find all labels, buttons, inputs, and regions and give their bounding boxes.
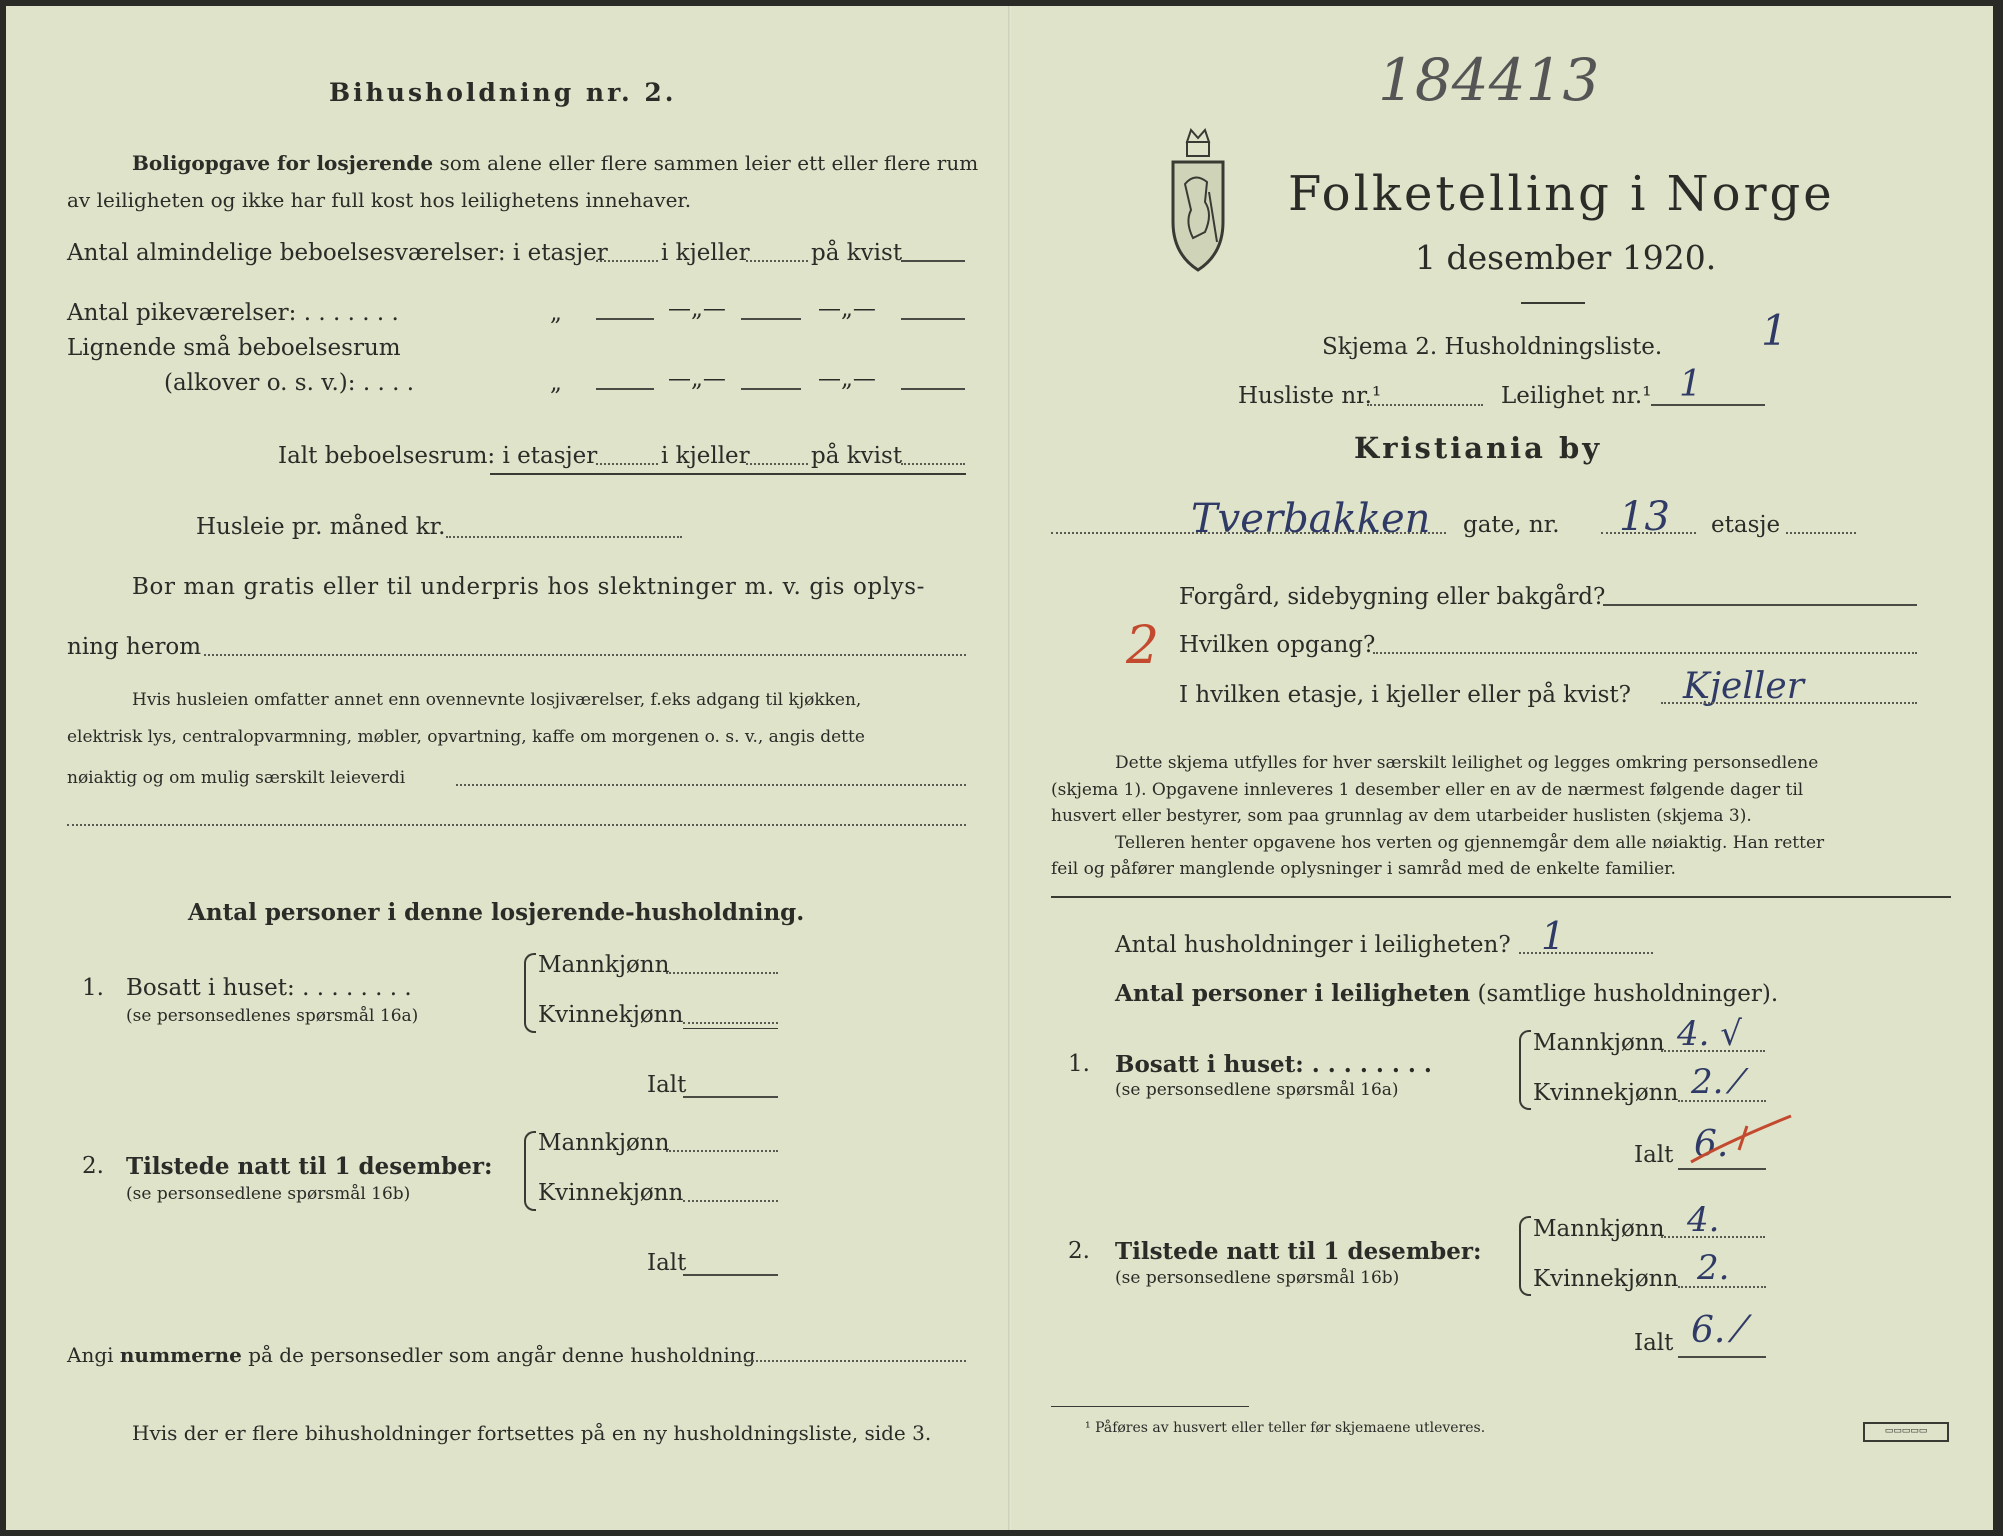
small-etasjer-field[interactable] [596,388,654,390]
q2-mann-field[interactable] [666,1150,778,1152]
rooms-kjeller-field[interactable] [746,260,808,262]
note-field-2[interactable] [67,824,966,826]
pike-kvist-field[interactable] [901,318,965,320]
rooms-kjeller-label: i kjeller [661,240,750,266]
printer-stamp: ▭▭▭▭▭ [1863,1422,1949,1442]
instr-rule [1051,896,1951,898]
r-q1-ialt-field[interactable] [1678,1168,1766,1170]
q2-num: 2. [82,1153,104,1179]
q1-kvinne-label: Kvinnekjønn [538,1002,684,1028]
small-rooms-label-2: (alkover o. s. v.): . . . . [164,370,415,396]
q1-num: 1. [82,975,104,1001]
rooms-etasjer-field[interactable] [596,260,658,262]
ialt-rooms-label: Ialt beboelsesrum: i etasjer [278,443,598,469]
r-q2-ialt-field[interactable] [1678,1356,1766,1358]
rent-field[interactable] [446,536,682,538]
footnote: ¹ Påføres av husvert eller teller før skjemaene utleveres. [1085,1420,1486,1436]
ialt-kvist-label: på kvist [811,443,903,469]
q1-kvinne-field[interactable] [683,1022,778,1024]
note-line-3: nøiaktig og om mulig særskilt leieverdi [67,768,406,788]
etasje-label: etasje [1711,512,1781,538]
city-label: Kristiania by [1354,431,1603,465]
hw-q2-mann: 4. [1687,1200,1720,1240]
q2-sub: (se personsedlene spørsmål 16b) [126,1184,411,1204]
etasje-q-field[interactable] [1661,702,1917,704]
leilighet-field[interactable] [1651,404,1765,406]
ialt-kjeller-label: i kjeller [661,443,750,469]
hw-q1-kvinne: 2. ⁄ [1691,1062,1740,1102]
q2-label: Tilstede natt til 1 desember: [126,1153,493,1180]
r-q2-num: 2. [1068,1238,1090,1264]
pike-ditto-kvist: —„— [818,296,876,322]
q1-ialt-field[interactable] [683,1096,778,1098]
rooms-kvist-field[interactable] [901,260,965,262]
right-page [1011,6,1993,1530]
r-q2-sub: (se personsedlene spørsmål 16b) [1115,1268,1400,1288]
note-field[interactable] [456,784,966,786]
hw-q1-ialt: 6. [1694,1124,1729,1165]
gratis-line-2: ning herom [67,634,202,660]
instr-line-4: Telleren henter opgavene hos verten og gjennemgår dem alle nøiaktig. Han retter [1115,833,1825,853]
hw-kjeller: Kjeller [1683,666,1804,707]
pike-ditto-kjeller: —„— [668,296,726,322]
r-q1-mann-field[interactable] [1661,1050,1765,1052]
hw-schema: 1 [1761,306,1788,355]
q1-rule [683,1028,778,1029]
etasje-field[interactable] [1786,532,1856,534]
q1-sub: (se personsedlenes spørsmål 16a) [126,1006,419,1026]
hw-leilighet: 1 [1679,364,1702,405]
r-q1-kvinne-label: Kvinnekjønn [1533,1080,1679,1106]
r-q1-num: 1. [1068,1051,1090,1077]
opgang-label: Hvilken opgang? [1179,632,1376,658]
intro-line-1: Boligopgave for losjerende som alene eller flere sammen leier ett eller flere rum [132,151,979,175]
pike-label: Antal pikeværelser: . . . . . . . [67,300,399,326]
q2-ialt-field[interactable] [683,1274,778,1276]
pike-ditto: „ [550,300,562,326]
q2-ialt-label: Ialt [647,1250,687,1276]
instr-line-1: Dette skjema utfylles for hver særskilt leilighet og legges omkring personsedlene [1115,753,1819,773]
r-q1-label: Bosatt i huset: . . . . . . . . [1115,1051,1432,1078]
small-rooms-label-1: Lignende små beboelsesrum [67,335,401,361]
q2-kvinne-label: Kvinnekjønn [538,1180,684,1206]
persons-heading-right: Antal personer i leiligheten (samtlige husholdninger). [1115,980,1779,1007]
r-q1-brace [1519,1030,1531,1110]
footnote-rule [1051,1406,1249,1407]
husliste-field[interactable] [1367,404,1483,406]
households-field[interactable] [1519,952,1653,954]
forgard-label: Forgård, sidebygning eller bakgård? [1179,584,1606,610]
small-ditto-kvist: —„— [818,366,876,392]
r-q2-kvinne-field[interactable] [1678,1286,1766,1288]
hw-q2-ialt: 6. ⁄ [1691,1310,1743,1351]
title-rule [1521,302,1585,304]
left-footer: Hvis der er flere bihusholdninger fortsettes på en ny husholdningsliste, side 3. [132,1421,932,1445]
q1-ialt-label: Ialt [647,1072,687,1098]
gate-label: gate, nr. [1463,512,1560,538]
households-label: Antal husholdninger i leiligheten? [1115,932,1511,958]
angi-field[interactable] [744,1360,966,1362]
small-ditto-kjeller: —„— [668,366,726,392]
pike-etasjer-field[interactable] [596,318,654,320]
ialt-kjeller-field[interactable] [746,463,808,465]
r-q2-label: Tilstede natt til 1 desember: [1115,1238,1482,1265]
rooms-kvist-label: på kvist [811,240,903,266]
pike-kjeller-field[interactable] [741,318,801,320]
small-kjeller-field[interactable] [741,388,801,390]
small-kvist-field[interactable] [901,388,965,390]
hw-street: Tverbakken [1191,496,1431,542]
small-ditto: „ [550,370,562,396]
r-q1-mann-label: Mannkjønn [1533,1030,1665,1056]
husliste-label: Husliste nr.¹ [1238,383,1382,409]
hw-gate-nr: 13 [1619,494,1670,540]
r-q1-ialt-label: Ialt [1634,1142,1674,1168]
gratis-line-1: Bor man gratis eller til underpris hos slektninger m. v. gis oplys- [132,574,926,600]
q2-brace [524,1131,536,1211]
q2-mann-label: Mannkjønn [538,1130,670,1156]
instr-line-2: (skjema 1). Opgavene innleveres 1 desember eller en av de nærmest følgende dager til [1051,780,1804,800]
left-title: Bihusholdning nr. 2. [329,78,677,107]
persons-heading: Antal personer i denne losjerende-husholdning. [188,899,805,926]
r-q2-brace [1519,1216,1531,1296]
hw-households: 1 [1541,914,1566,958]
r-q2-mann-label: Mannkjønn [1533,1216,1665,1242]
opgang-field[interactable] [1373,652,1917,654]
r-q2-mann-field[interactable] [1661,1236,1765,1238]
q1-label: Bosatt i huset: . . . . . . . . [126,975,412,1001]
ialt-kvist-field[interactable] [901,463,965,465]
left-page [6,6,1011,1530]
r-q2-ialt-label: Ialt [1634,1330,1674,1356]
q2-kvinne-field[interactable] [683,1200,778,1202]
street-field[interactable] [1051,532,1446,534]
r-q1-kvinne-field[interactable] [1678,1100,1766,1102]
main-title: Folketelling i Norge [1288,166,1835,222]
note-line-2: elektrisk lys, centralopvarmning, møbler, opvartning, kaffe om morgenen o. s. v., angis dette [67,727,865,747]
instr-line-5: feil og påfører manglende oplysninger i samråd med de enkelte familier. [1051,859,1676,879]
gate-nr-field[interactable] [1601,532,1696,534]
forgard-field[interactable] [1603,604,1917,606]
r-q2-kvinne-label: Kvinnekjønn [1533,1266,1679,1292]
schema-label: Skjema 2. Husholdningsliste. [1322,334,1663,360]
hw-opgang-red: 2 [1126,616,1160,676]
etasje-q-label: I hvilken etasje, i kjeller eller på kvist? [1179,682,1631,708]
hw-q1-mann: 4. √ [1677,1014,1742,1054]
archive-number: 184413 [1378,46,1600,114]
q1-mann-label: Mannkjønn [538,952,670,978]
red-check-mark [1681,1110,1801,1170]
instr-line-3: husvert eller bestyrer, som paa grunnlag av dem utarbeider huslisten (skjema 3). [1051,806,1752,826]
rooms-label: Antal almindelige beboelsesværelser: i etasjer [67,240,608,266]
coat-of-arms-icon [1165,122,1231,278]
ialt-underline [490,473,966,475]
intro-line-2: av leiligheten og ikke har full kost hos leilighetens innehaver. [67,188,692,212]
q1-brace [524,953,536,1033]
census-date: 1 desember 1920. [1415,238,1717,277]
ialt-etasjer-field[interactable] [596,463,658,465]
r-q1-sub: (se personsedlene spørsmål 16a) [1115,1080,1399,1100]
angi-line: Angi nummerne på de personsedler som angår denne husholdning [67,1343,756,1367]
hw-q2-kvinne: 2. [1697,1248,1730,1288]
leilighet-label: Leilighet nr.¹ [1501,383,1652,409]
note-line-1: Hvis husleien omfatter annet enn ovennevnte losjiværelser, f.eks adgang til kjøkken, [132,690,862,710]
q1-mann-field[interactable] [666,972,778,974]
gratis-field[interactable] [204,654,966,656]
rent-label: Husleie pr. måned kr. [196,514,446,540]
